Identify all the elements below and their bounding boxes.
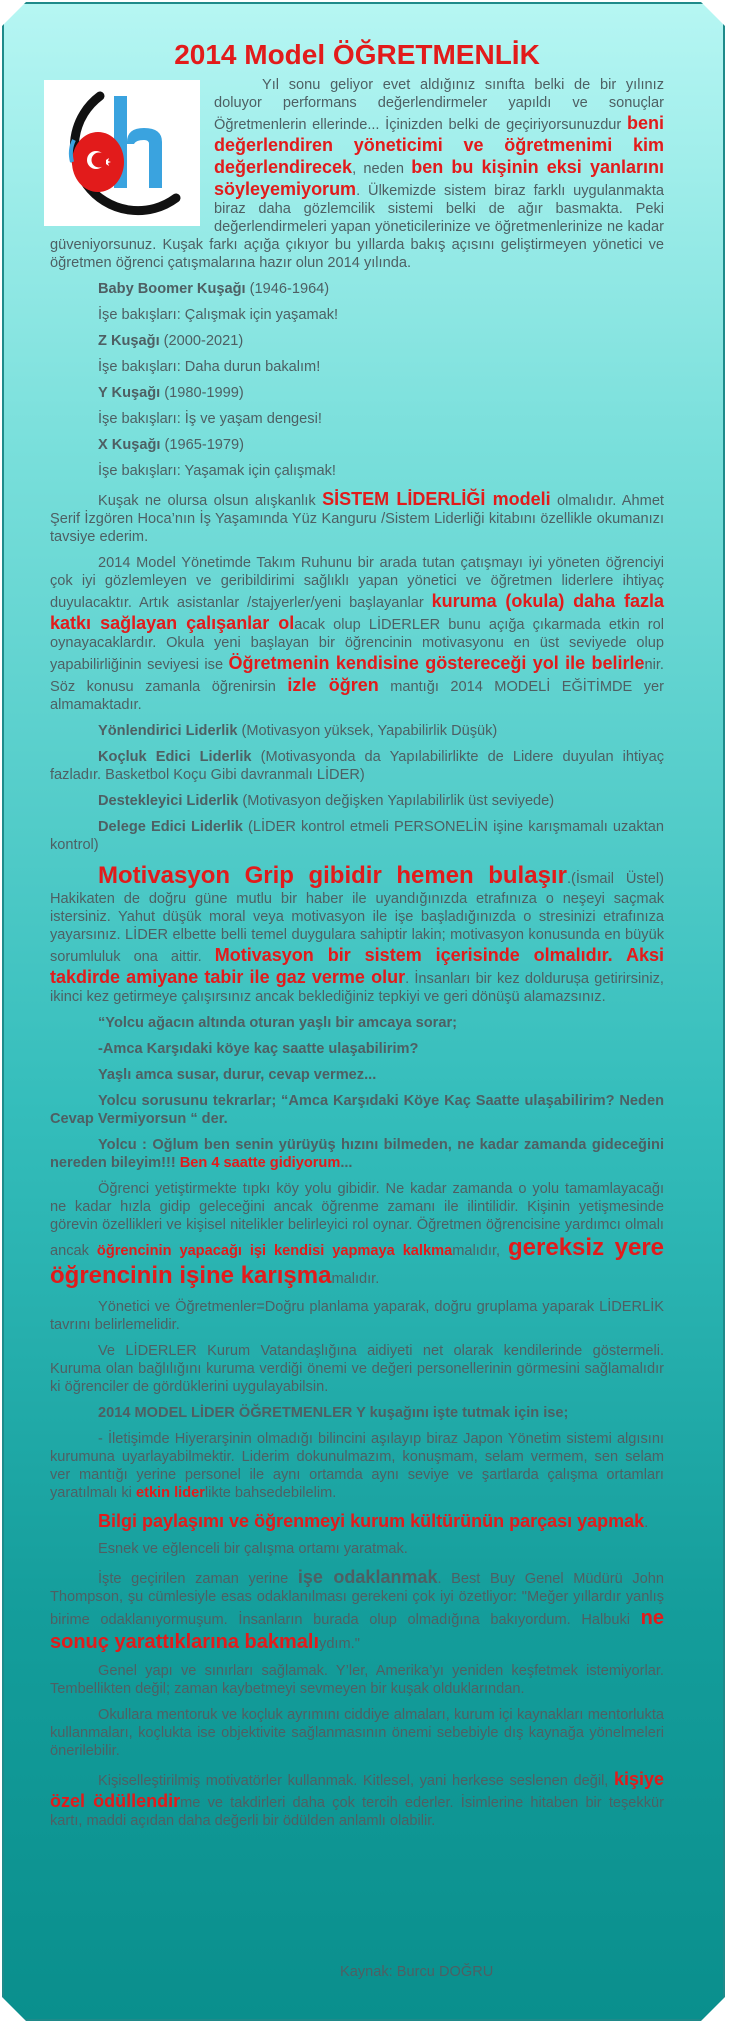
- flag-logo-icon: [44, 80, 200, 226]
- leader-type-directive: Yönlendirici Liderlik (Motivasyon yüksek, Yapabilirlik Düşük): [98, 723, 498, 739]
- team-spirit-paragraph: 2014 Model Yönetimde Takım Ruhunu bir arada tutan çatışmayı iyi yöneten öğrenciyi çok iyi gözlemleyen ve geribildirimi sağlıklı yapan yönetici ve öğretmen liderlere ihtiyaç duyulacaktır. Artık asistanlar /stajyerler/yeni başlayanlar kuruma (okula) daha fazla katkı sağlayan çalışanlar olacak olup LİDERLER bunu açığa çıkarmada etkin rol oynayacaklardır. Okula yeni başlayan bir öğrencinin motivasyonu en üst seviyede olup yapabilirliğinin seviyesi ise Öğretmenin kendisine göstereceği yol ile belirlenir. Söz konusu zamanla öğrenirsin izle öğren mantığı 2014 MODELİ EĞİTİMDE yer almamaktadır.: [50, 555, 665, 713]
- planning-paragraph: Yönetici ve Öğretmenler=Doğru planlama yaparak, doğru gruplama yaparak LİDERLİK tavrını belirlemelidir.: [50, 1299, 664, 1333]
- focus-paragraph: İşte geçirilen zaman yerine işe odaklanmak. Best Buy Genel Müdürü John Thompson, şu cümlesiyle esas odaklanılması gerekeni çok iyi özetliyor: "Meğer yıllardır yanlış birime odaklanıyormuşum. İnsanların burada olup olmadığına bakıyordum. Halbuki ne sonuç yarattıklarına bakmalıydım.": [50, 1567, 664, 1653]
- knowledge-sharing-paragraph: Bilgi paylaşımı ve öğrenmeyi kurum kültürünün parçası yapmak.: [98, 1511, 649, 1531]
- citizenship-paragraph: Ve LİDERLER Kurum Vatandaşlığına aidiyeti net olarak kendilerinde göstermeli. Kuruma olan bağlılığını kuruma verdiği önemi ve değeri personellerinin görmesini sağlamalıdır ki öğrenciler de gördüklerini uygulayabilsin.: [50, 1343, 664, 1395]
- page-title: 2014 Model ÖĞRETMENLİK: [174, 39, 540, 70]
- flexible-environment-paragraph: Esnek ve eğlenceli bir çalışma ortamı yaratmak.: [98, 1541, 408, 1557]
- hierarchy-paragraph: - İletişimde Hiyerarşinin olmadığı bilincini aşılayıp biraz Japon Yönetim sistemi algısını kurumuna uyarlayabilmektir. Liderim dokunulmazım, konuşmam, selam vermem, sen selam ver mantığı yerine personel ile aynı ortamda aynı seviye ve şartlarda çalışma ortamları yaratılmalı ki etkin liderlikte bahsedebilelim.: [50, 1431, 664, 1501]
- story-line-3: Yaşlı amca susar, durur, cevap vermez...: [98, 1067, 377, 1083]
- generation-baby-boomer-view: İşe bakışları: Çalışmak için yaşamak!: [98, 307, 339, 323]
- generation-z-view: İşe bakışları: Daha durun bakalım!: [98, 359, 321, 375]
- leader-type-supportive: Destekleyici Liderlik (Motivasyon değişken Yapılabilirlik üst seviyede): [98, 793, 555, 809]
- generation-x: X Kuşağı (1965-1979): [98, 437, 245, 453]
- generation-z: Z Kuşağı (2000-2021): [98, 333, 244, 349]
- generation-baby-boomer: Baby Boomer Kuşağı (1946-1964): [98, 281, 330, 297]
- story-line-1: “Yolcu ağacın altında oturan yaşlı bir amcaya sorar;: [98, 1015, 458, 1031]
- logo-image: [44, 80, 200, 226]
- leader-type-delegating: Delege Edici Liderlik (LİDER kontrol etmeli PERSONELİN işine karışmamalı uzaktan kontrol): [50, 819, 664, 853]
- structure-paragraph: Genel yapı ve sınırları sağlamak. Y’ler, Amerika’yı yeniden keşfetmek istemiyorlar. Tembellikten değil; zaman kaybetmeyi sevmeyen bir kuşak olduklarından.: [50, 1663, 664, 1697]
- student-road-paragraph: Öğrenci yetiştirmekte tıpkı köy yolu gibidir. Ne kadar zamanda o yolu tamamlayacağı ne kadar hızla gidip geleceğini ancak öğrenme zamanı ile ilintilidir. Kişinin yetişmesinde görevin özellikleri ve kişisel nitelikler belirleyici rol oynar. Öğretmen öğrencisine yardımcı olmalı ancak öğrencinin yapacağı işi kendisi yapmaya kalkmamalıdır, gereksiz yere öğrencinin işine karışmamalıdır.: [50, 1181, 665, 1289]
- article: [50, 0, 664, 1830]
- story-line-4: Yolcu sorusunu tekrarlar; “Amca Karşıdaki Köye Kaç Saatte ulaşabilirim? Neden Cevap Vermiyorsun “ der.: [50, 1093, 664, 1127]
- personal-motivators-paragraph: Kişiselleştirilmiş motivatörler kullanmak. Kitlesel, yani herkese seslenen değil, kişiye özel ödüllendirme ve takdirleri daha çok tercih ederler. İsimlerine hitaben bir teşekkür kartı, maddi açıdan daha değerli bir ödülden anlamlı olabilir.: [50, 1769, 664, 1829]
- generation-x-view: İşe bakışları: Yaşamak için çalışmak!: [98, 463, 336, 479]
- model-leader-heading: 2014 MODEL LİDER ÖĞRETMENLER Y kuşağını işte tutmak için ise;: [98, 1405, 569, 1421]
- system-leadership-paragraph: Kuşak ne olursa olsun alışkanlık SİSTEM LİDERLİĞİ modeli olmalıdır. Ahmet Şerif İzgören Hoca’nın İş Yaşamında Yüz Kanguru /Sistem Liderliği kitabını özellikle okumanızı tavsiye ederim.: [50, 489, 664, 545]
- story-line-2: -Amca Karşıdaki köye kaç saatte ulaşabilirim?: [98, 1041, 419, 1057]
- motivation-paragraph: Motivasyon Grip gibidir hemen bulaşır.(İsmail Üstel) Hakikaten de doğru güne mutlu bir haber ile uyandığınızda etrafınıza o neşeyi saçmak istersiniz. Yahut düşük moral veya motivasyon ile işe başladığınızda o stresinizi etrafınıza yayarsınız. LİDER elbette belli temel duygulara sahiptir lakin; motivasyon konusunda en büyük sorumluluk ona aittir. Motivasyon bir sistem içerisinde olmalıdır. Aksi takdirde amiyane tabir ile gaz verme olur. İnsanları bir kez doldurușa getirirsiniz, ikinci kez getirmeye çalışırsınız ancak beklediğiniz tepkiyi ve geri dönüşü alamazsınız.: [50, 862, 665, 1005]
- generation-y-view: İşe bakışları: İş ve yaşam dengesi!: [98, 411, 322, 427]
- mentoring-paragraph: Okullara mentoruk ve koçluk ayrımını ciddiye almaları, kurum içi kaynakları mentorlukta kullanmaları, koçlukta ise objektivite sağlanmasının önemi sebebiyle dış kaynağa yönelmeleri önerilebilir.: [50, 1707, 664, 1759]
- generation-y: Y Kuşağı (1980-1999): [98, 385, 244, 401]
- story-line-5: Yolcu : Oğlum ben senin yürüyüş hızını bilmeden, ne kadar zamanda gideceğini nereden bileyim!!! Ben 4 saatte gidiyorum...: [50, 1137, 664, 1171]
- intro-paragraph: Yıl sonu geliyor evet aldığınız sınıfta belki de bir yılınız doluyor performans değerlendirmeler yapıldı ve sonuçlar Öğretmenlerin ellerinde... İçinizden belki de geçiriyorsunuzdur beni değerlendiren yöneticimi ve öğretmenimi kim değerlendirecek, neden ben bu kişinin eksi yanlarını söyleyemiyorum. Ülkemizde sistem biraz farklı uygulanmakta biraz daha gözlemcilik sistemi belki de ağır basmakta. Peki değerlendirmeleri yapan yöneticilerinize ve öğretmenlerinize ne kadar güveniyorsunuz. Kuşak farkı açığa çıkıyor bu yıllarda bakış açısını geliştirmeyen yönetici ve öğretmen öğrenci çatışmalarına hazır olun 2014 yılında.: [50, 77, 665, 271]
- leader-type-coaching: Koçluk Edici Liderlik (Motivasyonda da Yapılabilirlikte de Lidere duyulan ihtiyaç fazladır. Basketbol Koçu Gibi davranmalı LİDER): [50, 749, 665, 783]
- source-credit: Kaynak: Burcu DOĞRU: [340, 1964, 494, 1980]
